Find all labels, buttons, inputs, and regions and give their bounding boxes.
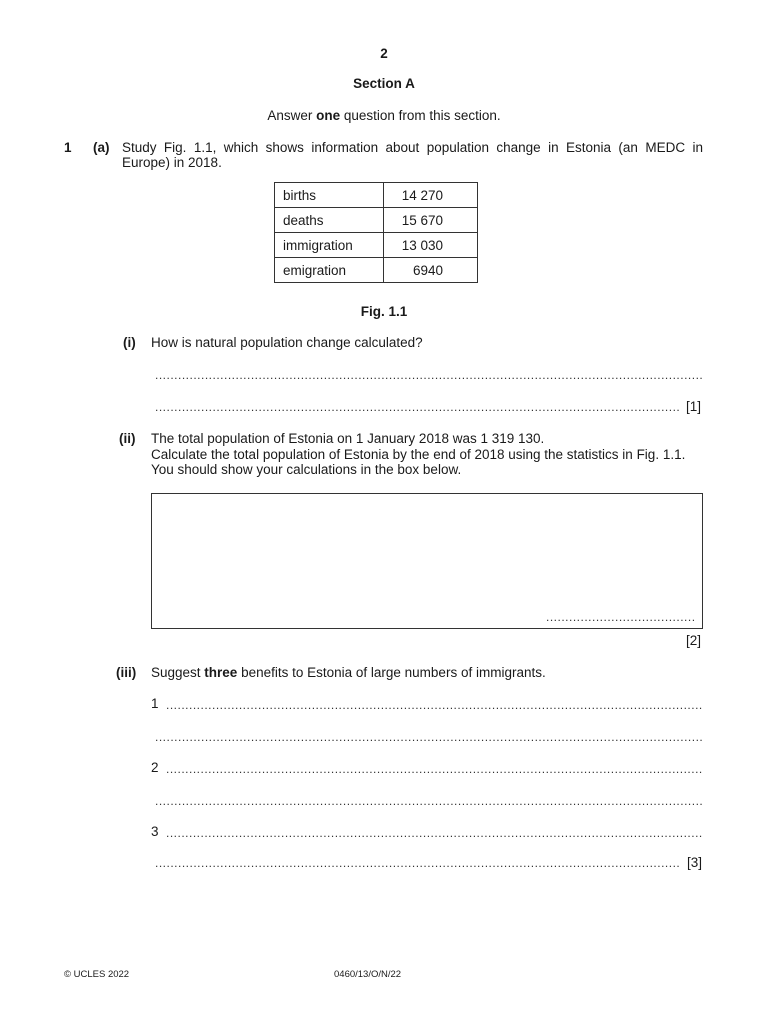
answer-line[interactable] xyxy=(166,763,703,775)
population-table xyxy=(274,182,478,283)
calculation-box[interactable] xyxy=(151,493,703,629)
answer-line[interactable] xyxy=(166,827,703,839)
answer-line[interactable] xyxy=(155,401,680,413)
sub-iii-question: Suggest three benefits to Estonia of large numbers of immigrants. xyxy=(151,665,546,680)
table-row: emigration 6940 xyxy=(275,258,478,283)
marks-ii: [2] xyxy=(686,633,702,648)
marks-i: [1] xyxy=(686,399,702,414)
instruction: Answer one question from this section. xyxy=(267,108,501,123)
answer-line[interactable] xyxy=(546,611,696,623)
sub-iii-label: (iii) xyxy=(116,665,137,680)
answer-line[interactable] xyxy=(166,699,703,711)
answer-number: 1 xyxy=(151,696,159,711)
sub-i-question: How is natural population change calculated? xyxy=(151,335,423,350)
question-intro: Study Fig. 1.1, which shows information about population change in Estonia (an MEDC in Europe) in 2018. xyxy=(122,140,703,170)
answer-number: 3 xyxy=(151,824,159,839)
section-title: Section A xyxy=(353,76,415,91)
answer-line[interactable] xyxy=(155,369,703,381)
footer-copyright: © UCLES 2022 xyxy=(64,969,130,980)
answer-line[interactable] xyxy=(155,795,703,807)
table-row: deaths 15 670 xyxy=(275,208,478,233)
answer-line[interactable] xyxy=(155,857,680,869)
page-number: 2 xyxy=(380,46,388,61)
table-row: births 14 270 xyxy=(275,183,478,208)
figure-caption: Fig. 1.1 xyxy=(360,304,408,319)
table-row: immigration 13 030 xyxy=(275,233,478,258)
question-number: 1 xyxy=(64,140,72,155)
sub-ii-question: The total population of Estonia on 1 January 2018 was 1 319 130. Calculate the total population of Estonia by the end of 2018 using the statistics in Fig. 1.1. You should show your calculations in the box below. xyxy=(151,431,686,477)
sub-ii-label: (ii) xyxy=(119,431,136,446)
question-part: (a) xyxy=(93,140,110,155)
footer-paper-code: 0460/13/O/N/22 xyxy=(334,969,402,980)
answer-line[interactable] xyxy=(155,731,703,743)
answer-number: 2 xyxy=(151,760,159,775)
marks-iii: [3] xyxy=(687,855,703,870)
sub-i-label: (i) xyxy=(123,335,136,350)
